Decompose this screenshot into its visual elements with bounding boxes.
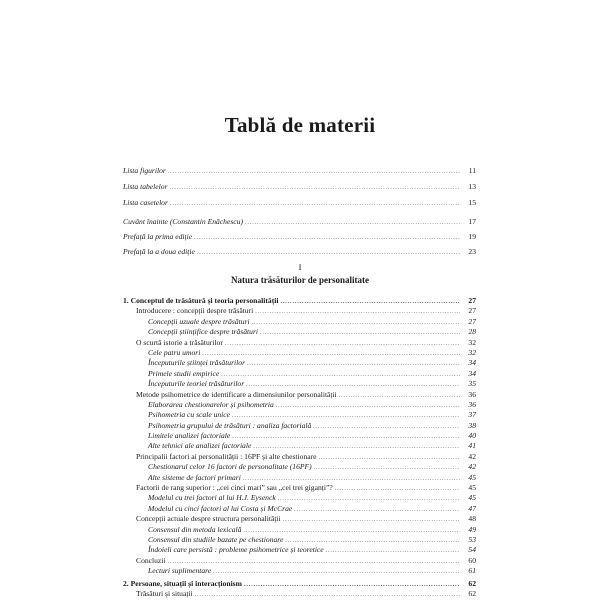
toc-entry[interactable]: Elaborarea chestionarelor și psihometria . . . 36 [0,400,600,410]
toc-entry[interactable]: Concepții științifice despre trăsături . . . 28 [0,327,600,337]
chapter-entries-list [0,296,600,599]
toc-entry-front-2[interactable]: Lista tabelelor . . . 13 [0,180,600,193]
toc-entry[interactable]: Introducere : concepții despre trăsături . . . 27 [0,306,600,316]
toc-entry[interactable]: Chestionarul celor 16 factori de personalitate (16PF) . . . 42 [0,462,600,472]
toc-entry-front-6[interactable]: Prefață la a doua ediție . . . 23 [0,245,600,258]
toc-entry-front-4[interactable]: Cuvânt înainte (Constantin Enăchescu) . . . 17 [0,215,600,228]
toc-entry[interactable]: Începuturile științei trăsăturilor . . . 34 [0,358,600,368]
toc-entry[interactable]: Psihometria grupului de trăsături : analiza factorială . . . 38 [0,421,600,431]
toc-entry[interactable]: Consensul din studiile bazate pe chestionare . . . 53 [0,535,600,545]
toc-entry[interactable]: Trăsături și situații . . . 62 [0,589,600,599]
toc-entry[interactable]: Lecturi suplimentare . . . 61 [0,566,600,576]
toc-entry[interactable]: Modelul cu trei factori al lui H.J. Eysenck . . . 45 [0,493,600,503]
toc-entry[interactable]: Concepții uzuale despre trăsături . . . 27 [0,317,600,327]
toc-entry[interactable]: Îndoieli care persistă : probleme psihometrice și teoretice . . . 54 [0,545,600,555]
toc-entry[interactable]: O scurtă istorie a trăsăturilor . . . 32 [0,338,600,348]
toc-entry-front-5[interactable]: Prefață la prima ediție . . . 19 [0,230,600,243]
toc-entry-front-1[interactable]: Lista figurilor . . . 11 [0,164,600,177]
toc-entry[interactable]: Începuturile teoriei trăsăturilor . . . 35 [0,379,600,389]
toc-entry[interactable]: Factorii de rang superior : „cei cinci mari” sau „cei trei giganți”? . . . 45 [0,483,600,493]
toc-entry[interactable]: Metode psihometrice de identificare a dimensiunilor personalității . . . 36 [0,390,600,400]
toc-entry-chapter-1[interactable]: 1. Conceptul de trăsătură și teoria personalității . . . 27 [0,296,600,306]
section-title: Natura trăsăturilor de personalitate [230,275,370,285]
toc-entry[interactable]: Principalii factori ai personalității : 16PF și alte chestionare . . . 42 [0,452,600,462]
toc-entry[interactable]: Concluzii . . . 60 [0,556,600,566]
toc-entry[interactable]: Primele studii empirice . . . 34 [0,369,600,379]
toc-entry[interactable]: Alte sisteme de factori primari . . . 45 [0,473,600,483]
page-title: Tablă de materii [224,113,376,137]
toc-entry[interactable]: Consensul din metoda lexicală . . . 49 [0,525,600,535]
toc-entry[interactable]: Limitele analizei factoriale . . . 40 [0,431,600,441]
toc-entry-front-3[interactable]: Lista casetelor . . . 15 [0,196,600,209]
section-number: I [298,262,302,272]
toc-entry[interactable]: Concepții actuale despre structura personalității . . . 48 [0,514,600,524]
front-matter-list [0,164,600,258]
toc-entry[interactable]: Modelul cu cinci factori al lui Costa și McCrae . . . 47 [0,504,600,514]
toc-entry-chapter-2[interactable]: 2. Persoane, situații și interacționism . . . 62 [0,579,600,589]
toc-entry[interactable]: Cele patru umori . . . 32 [0,348,600,358]
toc-entry[interactable]: Psihometria cu scale unice . . . 37 [0,410,600,420]
toc-entry[interactable]: Alte tehnici ale analizei factoriale . . . 41 [0,441,600,451]
